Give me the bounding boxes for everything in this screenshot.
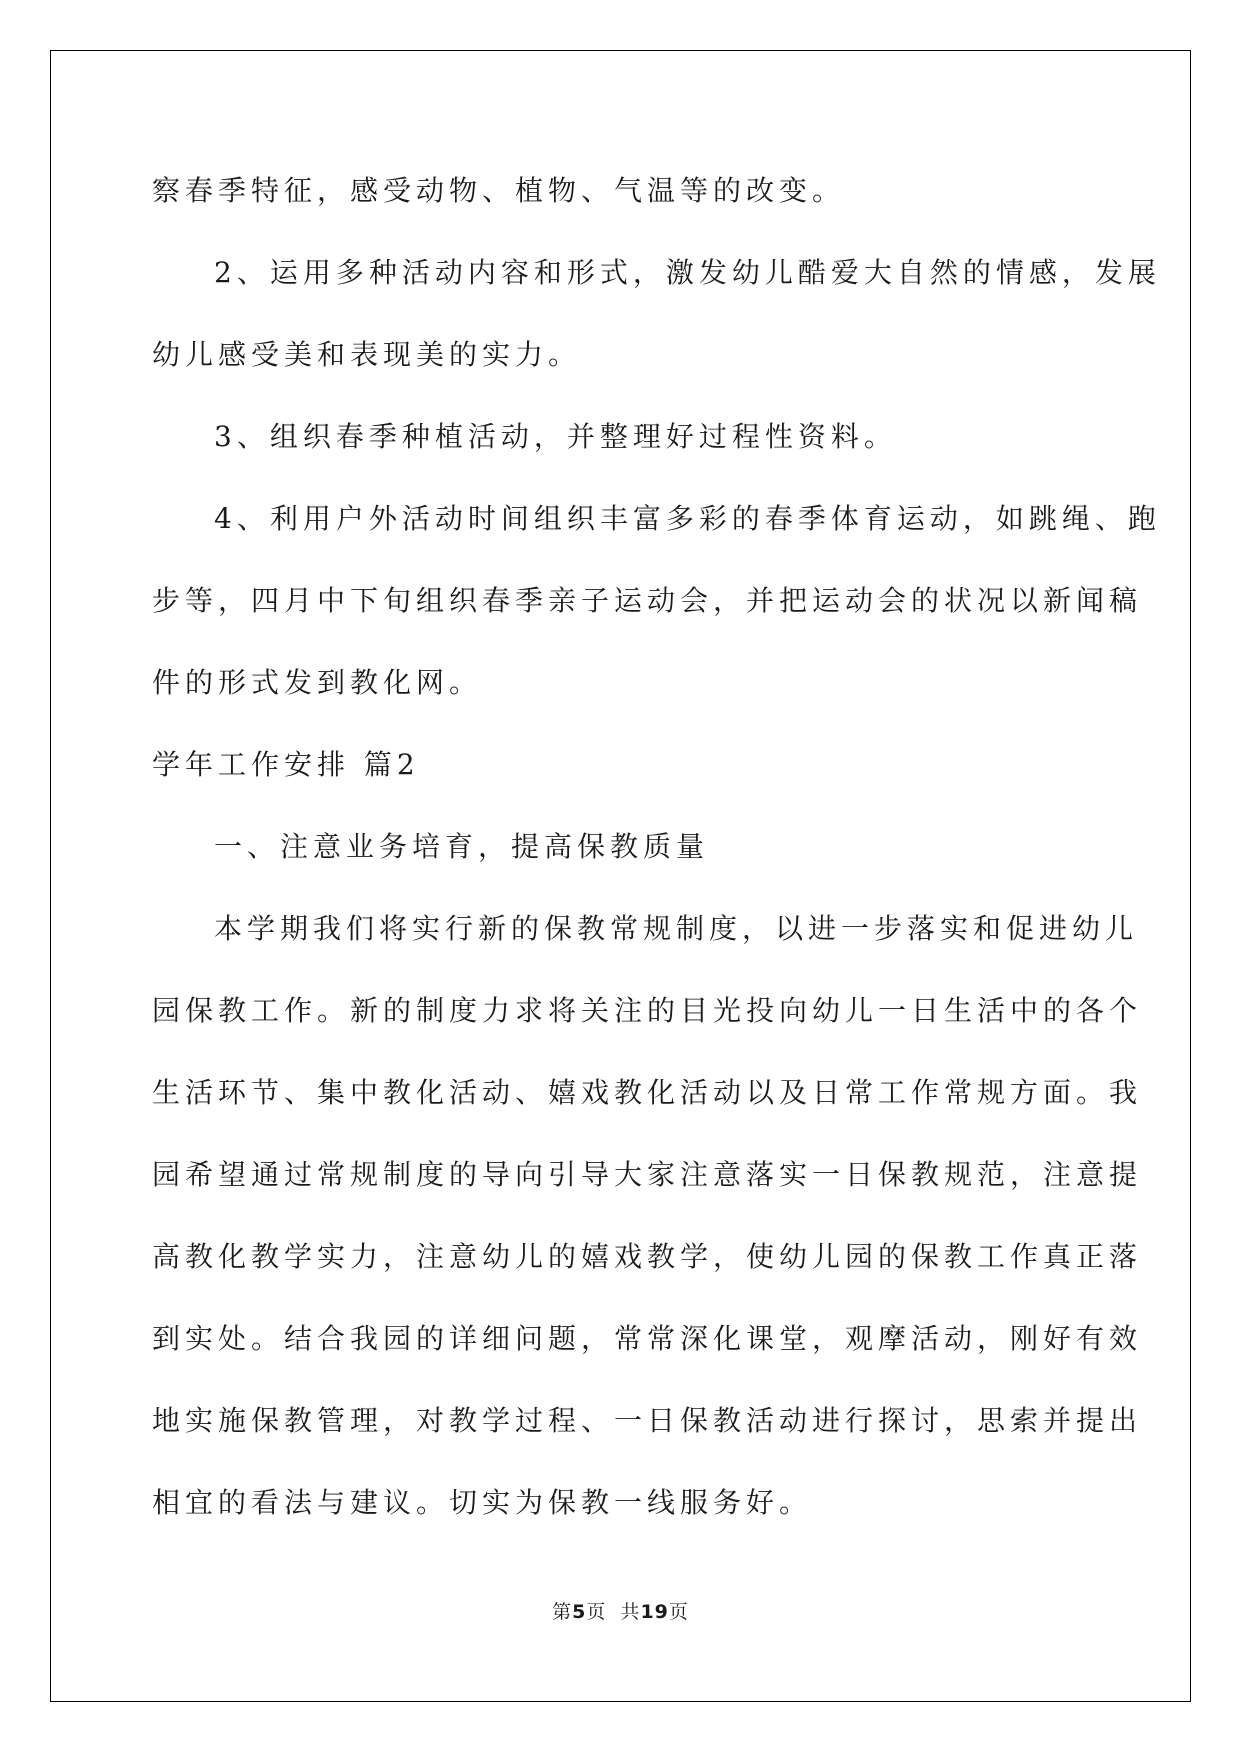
paragraph-line: 园希望通过常规制度的导向引导大家注意落实一日保教规范，注意提 <box>152 1158 1143 1191</box>
paragraph-line: 幼儿感受美和表现美的实力。 <box>152 338 582 371</box>
page-footer <box>0 1597 1241 1624</box>
document-body <box>152 150 1161 1544</box>
paragraph-line: 步等，四月中下旬组织春季亲子运动会，并把运动会的状况以新闻稿 <box>152 584 1143 617</box>
paragraph-line: 高教化教学实力，注意幼儿的嬉戏教学，使幼儿园的保教工作真正落 <box>152 1240 1143 1273</box>
paragraph-line: 2、运用多种活动内容和形式，激发幼儿酷爱大自然的情感，发展 <box>214 256 1161 289</box>
paragraph-line: 察春季特征，感受动物、植物、气温等的改变。 <box>152 174 846 207</box>
paragraph-line: 地实施保教管理，对教学过程、一日保教活动进行探讨，思索并提出 <box>152 1404 1143 1437</box>
paragraph-line: 生活环节、集中教化活动、嬉戏教化活动以及日常工作常规方面。我 <box>152 1076 1143 1109</box>
total-pages-number: 19 <box>640 1601 669 1623</box>
footer-middle: 页 共 <box>586 1601 641 1623</box>
section-heading: 学年工作安排 篇2 <box>152 748 420 781</box>
paragraph-line: 到实处。结合我园的详细问题，常常深化课堂，观摩活动，刚好有效 <box>152 1322 1143 1355</box>
paragraph-line: 3、组织春季种植活动，并整理好过程性资料。 <box>214 420 897 453</box>
paragraph-line: 件的形式发到教化网。 <box>152 666 483 699</box>
subsection-heading: 一、注意业务培育，提高保教质量 <box>214 830 710 863</box>
footer-prefix: 第 <box>552 1601 573 1623</box>
paragraph-line: 本学期我们将实行新的保教常规制度，以进一步落实和促进幼儿 <box>214 912 1139 945</box>
current-page-number: 5 <box>572 1601 587 1623</box>
paragraph-line: 4、利用户外活动时间组织丰富多彩的春季体育运动，如跳绳、跑 <box>214 502 1161 535</box>
footer-suffix: 页 <box>668 1601 689 1623</box>
paragraph-line: 园保教工作。新的制度力求将关注的目光投向幼儿一日生活中的各个 <box>152 994 1143 1027</box>
paragraph-line: 相宜的看法与建议。切实为保教一线服务好。 <box>152 1486 813 1519</box>
